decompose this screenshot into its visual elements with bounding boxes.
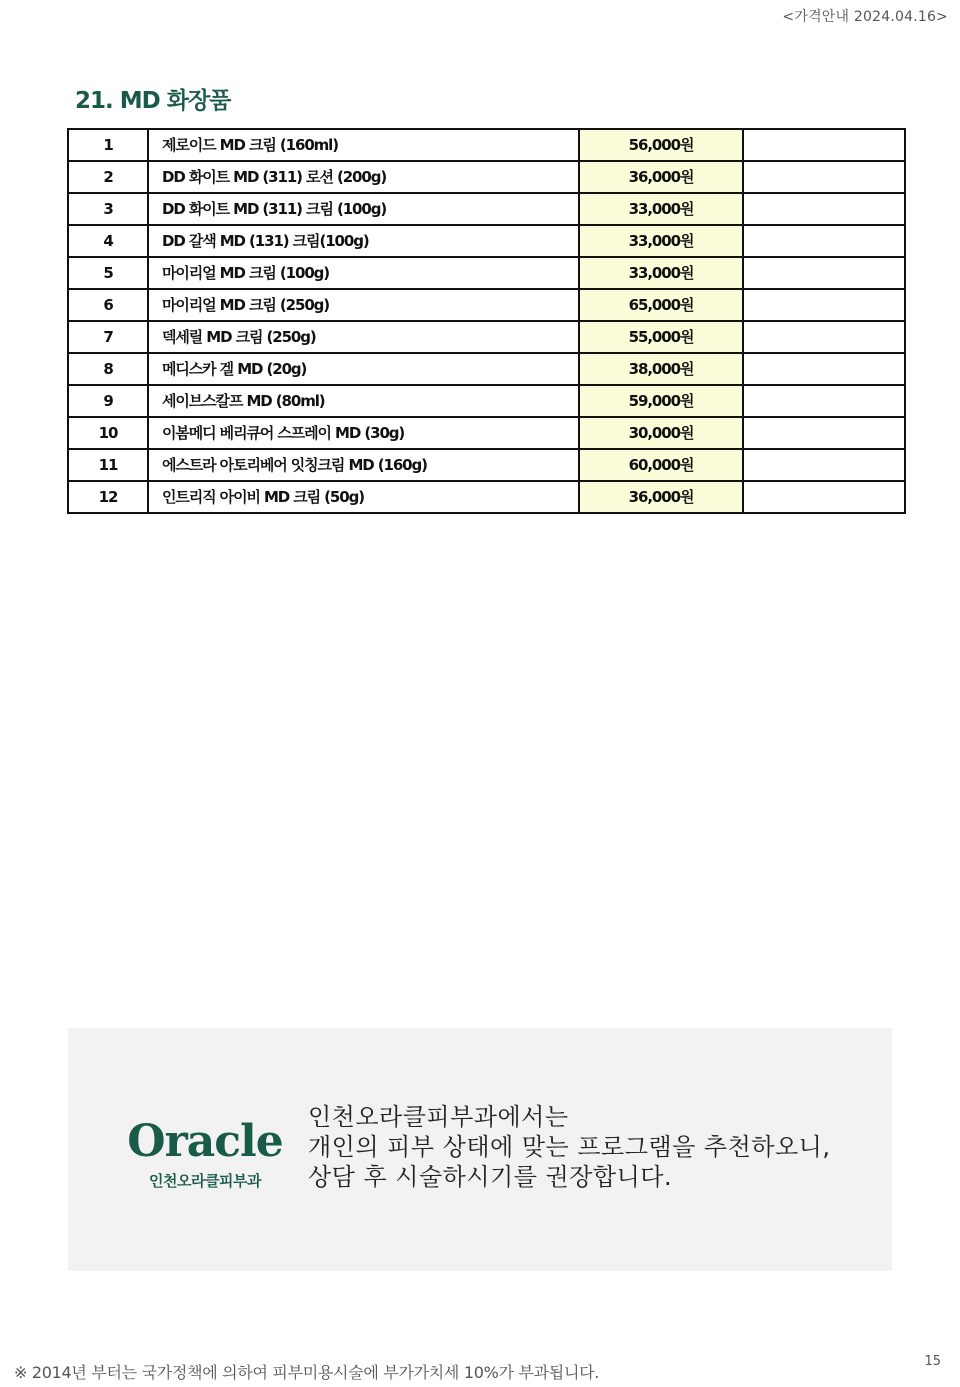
item-name: 제로이드 MD 크림 (160ml) [148,129,579,161]
table-row [68,129,905,161]
item-price: 36,000원 [579,481,743,513]
item-number: 4 [68,225,148,257]
item-note-cell [743,353,905,385]
item-name: 세이브스칼프 MD (80ml) [148,385,579,417]
item-price: 33,000원 [579,193,743,225]
logo-wordmark: Oracle [127,1116,283,1167]
item-note-cell [743,129,905,161]
table-row [68,289,905,321]
table-row [68,481,905,513]
item-number: 7 [68,321,148,353]
item-number: 2 [68,161,148,193]
item-number: 11 [68,449,148,481]
clinic-logo [125,1116,285,1191]
vat-footnote: ※ 2014년 부터는 국가정책에 의하여 피부미용시술에 부가가치세 10%가 부과됩니다. [14,1363,600,1382]
item-name: 에스트라 아토리베어 잇칭크림 MD (160g) [148,449,579,481]
item-note-cell [743,417,905,449]
item-number: 5 [68,257,148,289]
promo-text [308,1102,830,1192]
item-note-cell [743,289,905,321]
item-note-cell [743,257,905,289]
item-name: 덱세릴 MD 크림 (250g) [148,321,579,353]
item-number: 3 [68,193,148,225]
item-price: 65,000원 [579,289,743,321]
promo-line: 개인의 피부 상태에 맞는 프로그램을 추천하오니, [308,1133,831,1161]
table-row [68,417,905,449]
item-price: 56,000원 [579,129,743,161]
table-row [68,321,905,353]
item-name: 이봄메디 베리큐어 스프레이 MD (30g) [148,417,579,449]
item-name: 인트리직 아이비 MD 크림 (50g) [148,481,579,513]
item-note-cell [743,161,905,193]
item-name: 메디스카 겔 MD (20g) [148,353,579,385]
item-price: 33,000원 [579,257,743,289]
section-title: 21. MD 화장품 [75,88,231,114]
item-price: 60,000원 [579,449,743,481]
table-row [68,353,905,385]
item-note-cell [743,449,905,481]
item-number: 1 [68,129,148,161]
item-name: DD 화이트 MD (311) 크림 (100g) [148,193,579,225]
item-note-cell [743,321,905,353]
promo-box [68,1028,892,1271]
table-row [68,225,905,257]
price-table [67,128,906,514]
item-number: 10 [68,417,148,449]
item-note-cell [743,225,905,257]
table-row [68,193,905,225]
item-number: 9 [68,385,148,417]
table-row [68,449,905,481]
item-number: 8 [68,353,148,385]
promo-line: 상담 후 시술하시기를 권장합니다. [308,1163,673,1191]
item-name: DD 화이트 MD (311) 로션 (200g) [148,161,579,193]
logo-clinic-name: 인천오라클피부과 [149,1172,261,1190]
item-note-cell [743,481,905,513]
item-number: 12 [68,481,148,513]
table-row [68,161,905,193]
item-number: 6 [68,289,148,321]
table-row [68,257,905,289]
item-price: 33,000원 [579,225,743,257]
item-note-cell [743,193,905,225]
promo-line: 인천오라클피부과에서는 [308,1103,569,1131]
page-number: 15 [924,1354,941,1369]
item-name: 마이리얼 MD 크림 (100g) [148,257,579,289]
table-row [68,385,905,417]
item-note-cell [743,385,905,417]
item-price: 59,000원 [579,385,743,417]
item-price: 38,000원 [579,353,743,385]
item-price: 30,000원 [579,417,743,449]
item-price: 36,000원 [579,161,743,193]
item-price: 55,000원 [579,321,743,353]
price-guide-date: <가격안내 2024.04.16> [782,9,948,25]
item-name: DD 갈색 MD (131) 크림(100g) [148,225,579,257]
item-name: 마이리얼 MD 크림 (250g) [148,289,579,321]
